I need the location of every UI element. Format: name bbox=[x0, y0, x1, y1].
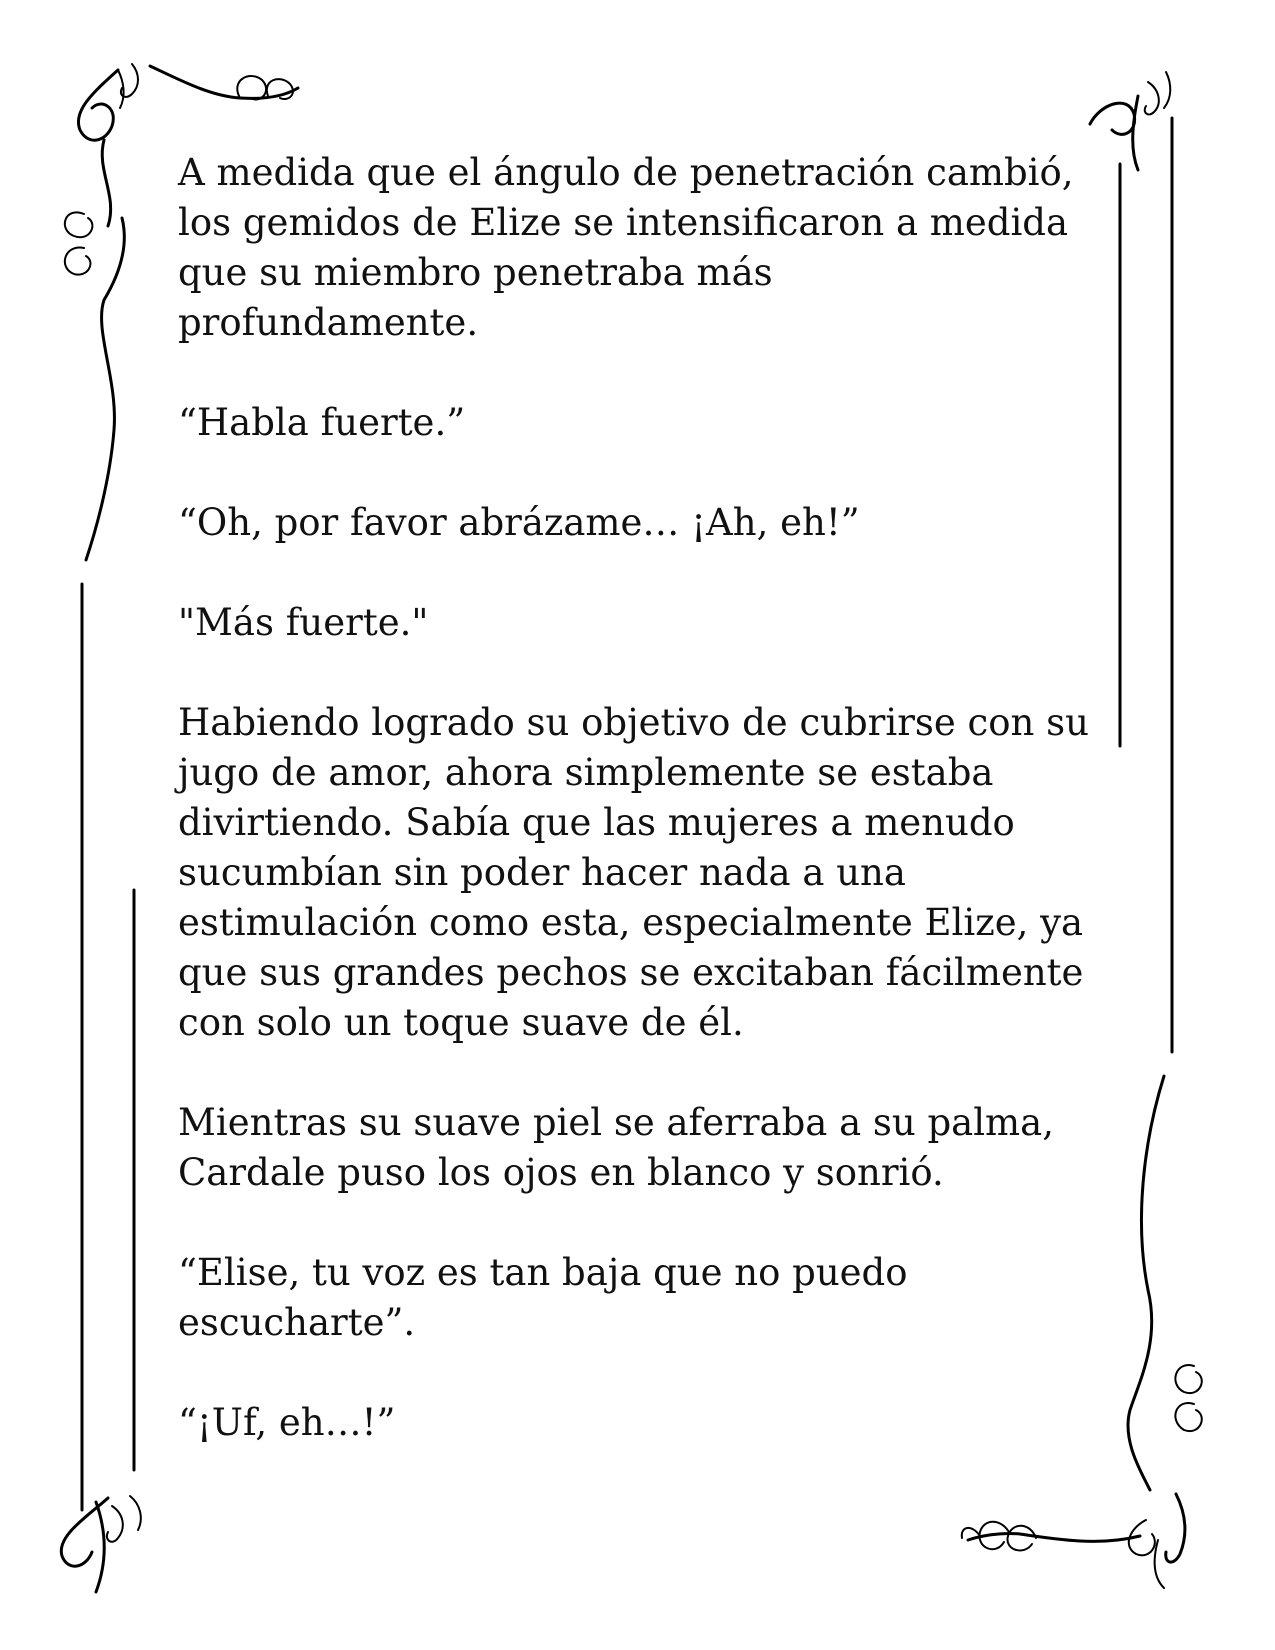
paragraph-1 bbox=[178, 148, 1108, 348]
line: divirtiendo. Sabía que las mujeres a menudo bbox=[178, 801, 1015, 844]
line: estimulación como esta, especialmente Elize, ya bbox=[178, 901, 1084, 944]
line: que su miembro penetraba más bbox=[178, 251, 773, 294]
line: “¡Uf, eh…!” bbox=[178, 1401, 396, 1444]
line: Habiendo logrado su objetivo de cubrirse con su bbox=[178, 701, 1089, 744]
paragraph-2 bbox=[178, 398, 1108, 448]
line: que sus grandes pechos se excitaban fácilmente bbox=[178, 951, 1084, 994]
line: jugo de amor, ahora simplemente se estaba bbox=[178, 751, 994, 794]
line: sucumbían sin poder hacer nada a una bbox=[178, 851, 906, 894]
line: A medida que el ángulo de penetración cambió, bbox=[178, 151, 1074, 194]
line: escucharte”. bbox=[178, 1301, 416, 1344]
line: profundamente. bbox=[178, 301, 479, 344]
line: “Habla fuerte.” bbox=[178, 401, 466, 444]
bottom-left-flourish-icon bbox=[61, 1496, 141, 1592]
paragraph-5 bbox=[178, 698, 1108, 1048]
paragraph-4 bbox=[178, 598, 1108, 648]
story-text bbox=[178, 148, 1108, 1498]
paragraph-6 bbox=[178, 1098, 1108, 1198]
line: “Oh, por favor abrázame… ¡Ah, eh!” bbox=[178, 501, 860, 544]
paragraph-7 bbox=[178, 1248, 1108, 1348]
line: los gemidos de Elize se intensificaron a medida bbox=[178, 201, 1069, 244]
line: "Más fuerte." bbox=[178, 601, 429, 644]
line: “Elise, tu voz es tan baja que no puedo bbox=[178, 1251, 908, 1294]
line: Mientras su suave piel se aferraba a su palma, bbox=[178, 1101, 1054, 1144]
paragraph-8 bbox=[178, 1398, 1108, 1448]
line: Cardale puso los ojos en blanco y sonrió. bbox=[178, 1151, 944, 1194]
paragraph-3 bbox=[178, 498, 1108, 548]
line: con solo un toque suave de él. bbox=[178, 1001, 744, 1044]
